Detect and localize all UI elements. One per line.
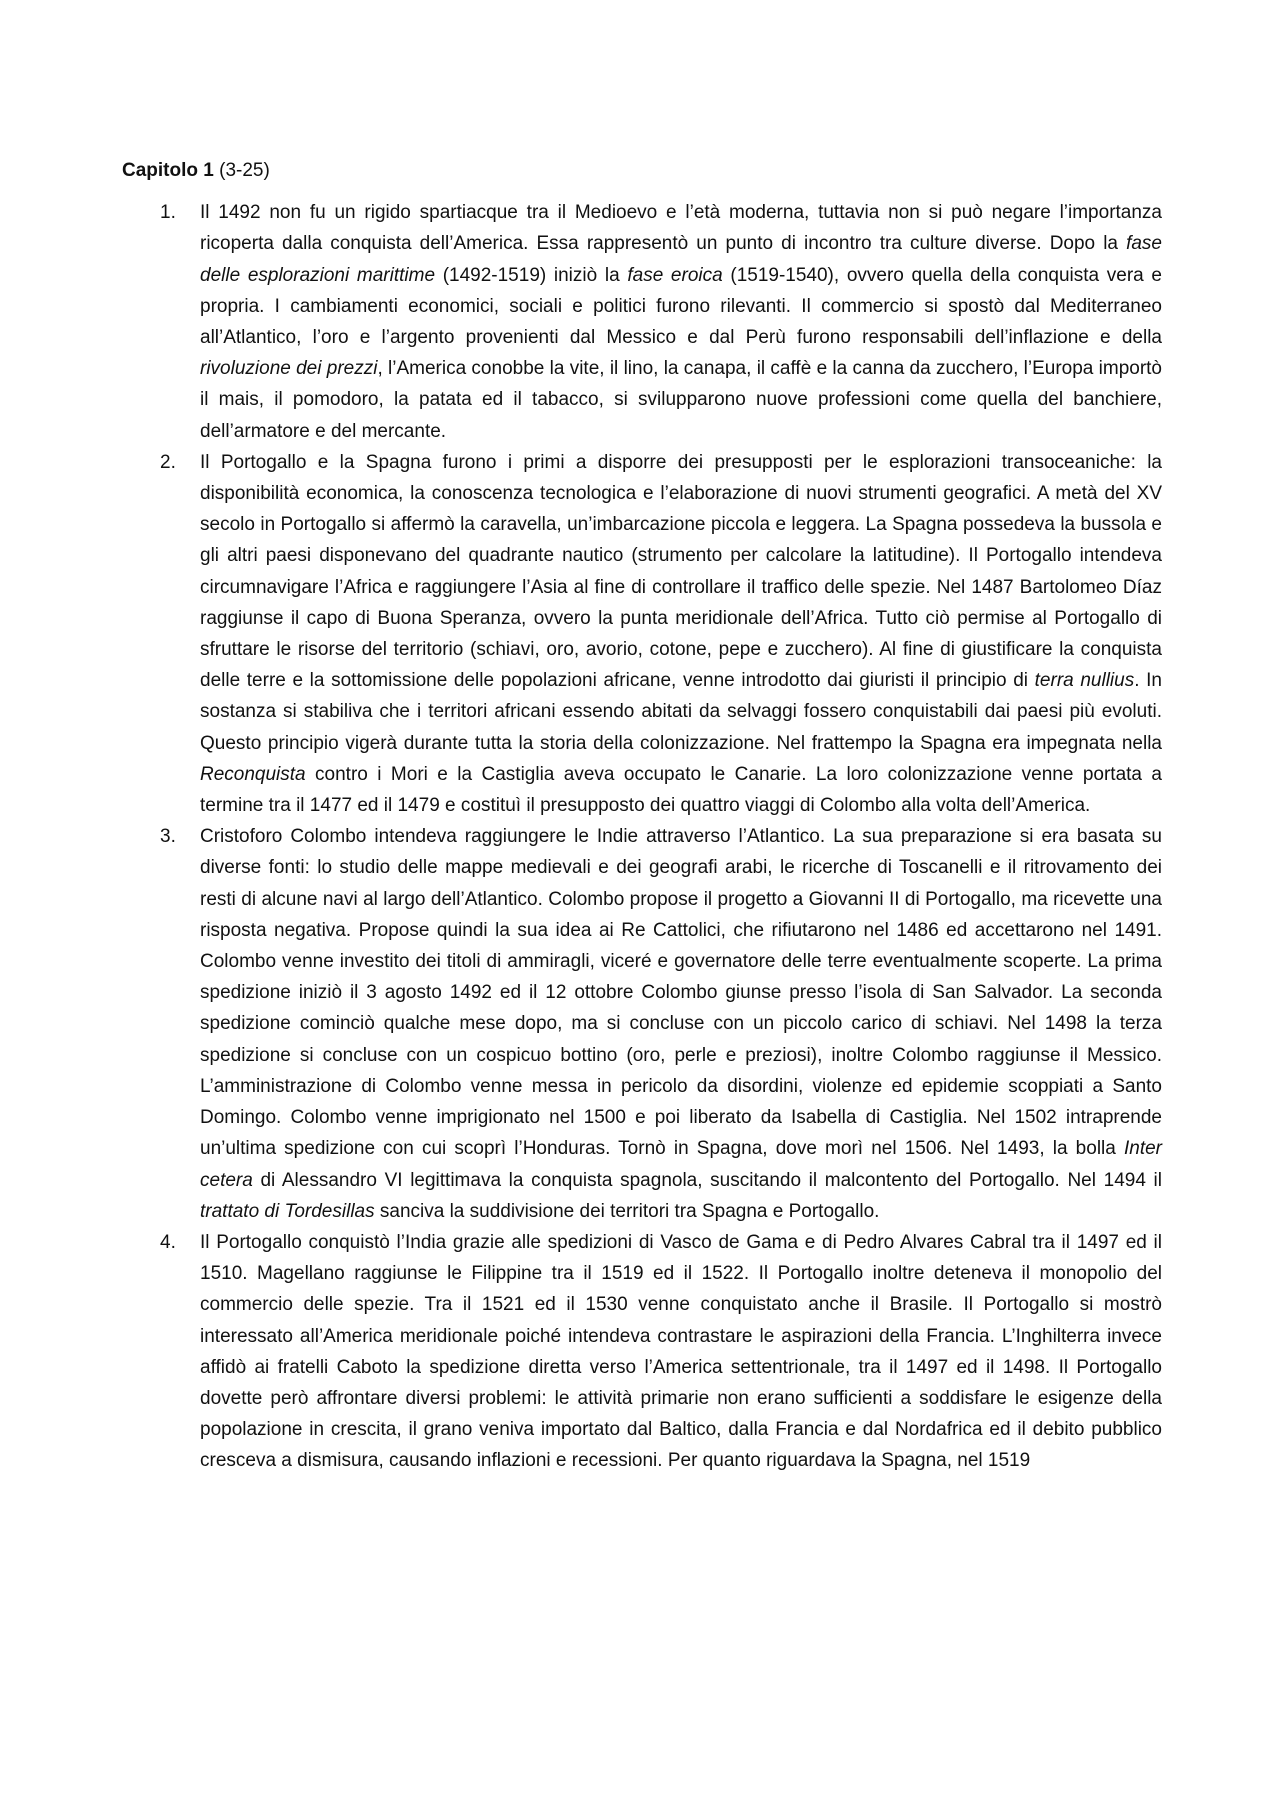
text-run: Il 1492 non fu un rigido spartiacque tra il Medioevo e l’età moderna, tuttavia non si può negare l’importanza ricoperta dalla conquista dell’America. Essa rappresentò un punto di incontro tra culture diverse. Dopo la <box>200 202 1162 255</box>
italic-term: terra nullius <box>1034 670 1135 692</box>
list-number: 1. <box>160 202 176 224</box>
list-number: 3. <box>160 826 176 848</box>
italic-term: Reconquista <box>200 763 306 785</box>
paragraph-text <box>200 447 1162 821</box>
paragraph-text <box>200 197 1162 447</box>
text-run: Il Portogallo e la Spagna furono i primi a disporre dei presupposti per le esplorazioni transoceaniche: la disponibilità economica, la conoscenza tecnologica e l’elaborazione di nuovi strumenti geografici. A metà del XV secolo in Portogallo si affermò la caravella, un’imbarcazione piccola e leggera. La Spagna possedeva la bussola e gli altri paesi disponevano del quadrante nautico (strumento per calcolare la latitudine). Il Portogallo intendeva circumnavigare l’Africa e raggiungere l’Asia al fine di controllare il traffico delle spezie. Nel 1487 Bartolomeo Díaz raggiunse il capo di Buona Speranza, ovvero la punta meridionale dell’Africa. Tutto ciò permise al Portogallo di sfruttare le risorse del territorio (schiavi, oro, avorio, cotone, pepe e zucchero). Al fine di giustificare la conquista delle terre e la sottomissione delle popolazioni africane, venne introdotto dai giuristi il principio di <box>200 451 1162 692</box>
list-item <box>122 447 1162 821</box>
italic-term: fase eroica <box>627 264 723 286</box>
chapter-title: Capitolo 1 <box>122 160 214 181</box>
text-run: sanciva la suddivisione dei territori tra Spagna e Portogallo. <box>374 1200 880 1222</box>
chapter-heading <box>122 155 1162 186</box>
document-body <box>122 155 1162 1477</box>
text-run: . In sostanza si stabiliva che i territori africani essendo abitati da selvaggi fossero conquistabili dai paesi più evoluti. Questo principio vigerà durante tutta la storia della colonizzazione. Nel frattempo la Spagna era impegnata nella <box>200 670 1162 754</box>
numbered-list <box>122 197 1162 1476</box>
italic-term: fase delle esplorazioni marittime <box>200 233 1162 286</box>
text-run: contro i Mori e la Castiglia aveva occupato le Canarie. La loro colonizzazione venne portata a termine tra il 1477 ed il 1479 e costituì il presupposto dei quattro viaggi di Colombo alla volta dell’America. <box>200 763 1162 817</box>
paragraph-text <box>200 821 1162 1227</box>
chapter-pages: (3-25) <box>219 160 270 181</box>
list-item <box>122 821 1162 1227</box>
text-run: Il Portogallo conquistò l’India grazie alle spedizioni di Vasco de Gama e di Pedro Alvares Cabral tra il 1497 ed il 1510. Magellano raggiunse le Filippine tra il 1519 ed il 1522. Il Portogallo inoltre deteneva il monopolio del commercio delle spezie. Tra il 1521 ed il 1530 venne conquistato anche il Brasile. Il Portogallo si mostrò interessato all’America meridionale poiché intendeva contrastare le aspirazioni della Francia. L’Inghilterra invece affidò ai fratelli Caboto la spedizione diretta verso l’America settentrionale, tra il 1497 ed il 1498. Il Portogallo dovette però affrontare diversi problemi: le attività primarie non erano sufficienti a soddisfare le esigenze della popolazione in crescita, il grano veniva importato dal Baltico, dalla Francia e dal Nordafrica ed il debito pubblico cresceva a dismisura, causando inflazioni e recessioni. Per quanto riguardava la Spagna, nel 1519 <box>200 1231 1162 1472</box>
list-number: 4. <box>160 1231 176 1253</box>
text-run: di Alessandro VI legittimava la conquista spagnola, suscitando il malcontento del Portogallo. Nel 1494 il <box>252 1169 1162 1191</box>
list-item <box>122 197 1162 447</box>
italic-term: trattato di Tordesillas <box>200 1200 375 1222</box>
italic-term: Inter cetera <box>200 1138 1162 1191</box>
text-run: , l’America conobbe la vite, il lino, la canapa, il caffè e la canna da zucchero, l’Europa importò il mais, il pomodoro, la patata ed il tabacco, si svilupparono nuove professioni come quella del banchiere, dell’armatore e del mercante. <box>200 358 1162 442</box>
italic-term: rivoluzione dei prezzi <box>200 358 378 380</box>
list-item <box>122 1227 1162 1477</box>
text-run: (1492-1519) iniziò la <box>435 264 628 286</box>
text-run: Cristoforo Colombo intendeva raggiungere le Indie attraverso l’Atlantico. La sua preparazione si era basata su diverse fonti: lo studio delle mappe medievali e dei geografi arabi, le ricerche di Toscanelli e il ritrovamento dei resti di alcune navi al largo dell’Atlantico. Colombo propose il progetto a Giovanni II di Portogallo, ma ricevette una risposta negativa. Propose quindi la sua idea ai Re Cattolici, che rifiutarono nel 1486 ed accettarono nel 1491. Colombo venne investito dei titoli di ammiragli, viceré e governatore delle terre eventualmente scoperte. La prima spedizione iniziò il 3 agosto 1492 ed il 12 ottobre Colombo giunse presso l’isola di San Salvador. La seconda spedizione cominciò qualche mese dopo, ma si concluse con un piccolo carico di schiavi. Nel 1498 la terza spedizione si concluse con un cospicuo bottino (oro, perle e preziosi), inoltre Colombo raggiunse il Messico. L’amministrazione di Colombo venne messa in pericolo da disordini, violenze ed epidemie scoppiati a Santo Domingo. Colombo venne imprigionato nel 1500 e poi liberato da Isabella di Castiglia. Nel 1502 intraprende un’ultima spedizione con cui scoprì l’Honduras. Tornò in Spagna, dove morì nel 1506. Nel 1493, la bolla <box>200 826 1162 1160</box>
paragraph-text <box>200 1227 1162 1477</box>
text-run: (1519-1540), ovvero quella della conquista vera e propria. I cambiamenti economici, sociali e politici furono rilevanti. Il commercio si spostò dal Mediterraneo all’Atlantico, l’oro e l’argento provenienti dal Messico e dal Perù furono responsabili dell’inflazione e della <box>200 264 1162 349</box>
list-number: 2. <box>160 451 176 473</box>
